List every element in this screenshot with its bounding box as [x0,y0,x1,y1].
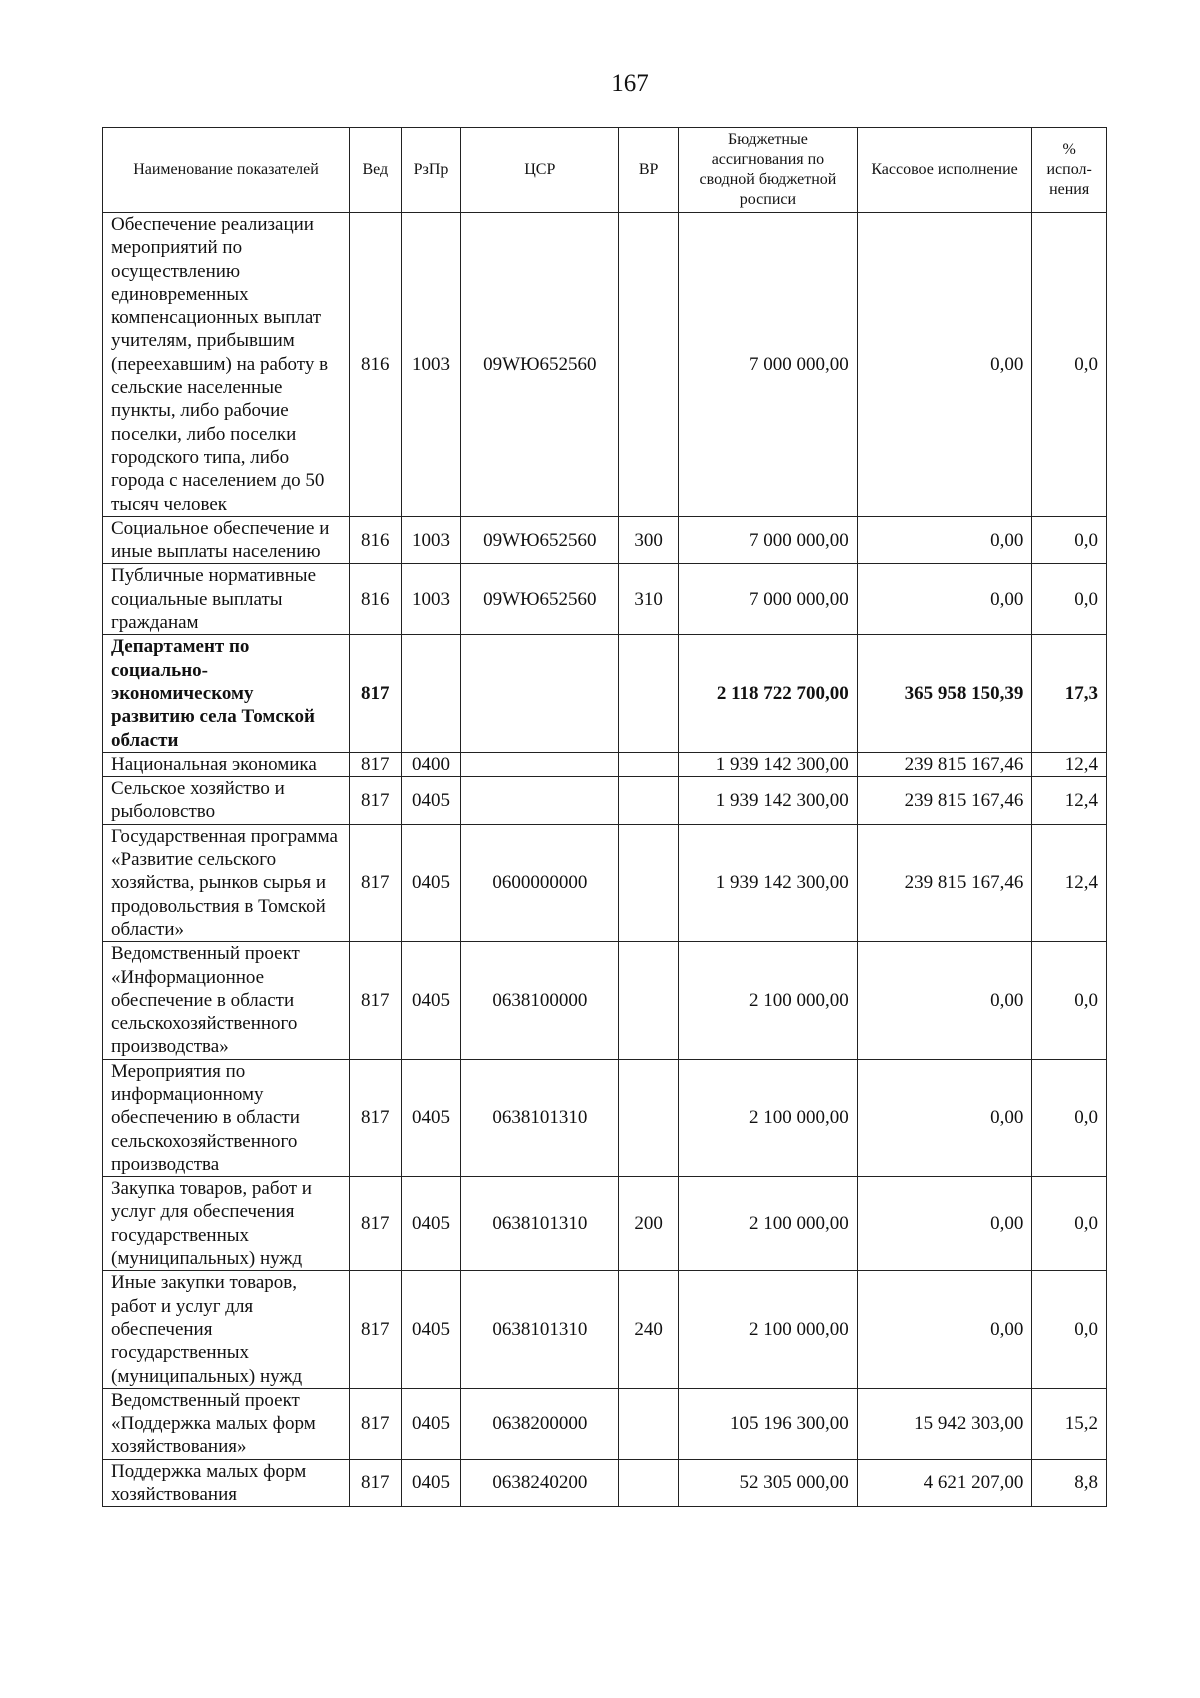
cell-vr [619,824,679,941]
cell-percent: 12,4 [1032,777,1107,825]
cell-percent: 0,0 [1032,942,1107,1059]
cell-vr: 300 [619,516,679,564]
cell-vr [619,213,679,517]
cell-cash: 0,00 [857,942,1032,1059]
cell-csr: 0638240200 [461,1459,619,1507]
cell-percent: 0,0 [1032,1059,1107,1176]
cell-rzpr: 0405 [401,824,461,941]
cell-csr: 09WЮ652560 [461,564,619,635]
cell-vr [619,1059,679,1176]
header-vr: ВР [619,128,679,213]
cell-budget: 7 000 000,00 [679,516,858,564]
cell-vr [619,1459,679,1507]
table-row [103,752,1107,776]
cell-cash: 0,00 [857,1271,1032,1388]
cell-ved: 817 [350,1388,402,1459]
cell-rzpr: 0405 [401,1271,461,1388]
cell-ved: 817 [350,1059,402,1176]
cell-ved: 817 [350,752,402,776]
cell-name: Обеспечение реализации мероприятий по осуществлению единовременных компенсационных выплат учителям, прибывшим (переехавшим) на работу в сельские населенные пункты, либо рабочие поселки, либо поселки городского типа, либо города с населением до 50 тысяч человек [103,213,350,517]
cell-percent: 0,0 [1032,1271,1107,1388]
cell-cash: 0,00 [857,1177,1032,1271]
header-name: Наименование показателей [103,128,350,213]
table-row [103,942,1107,1059]
cell-ved: 817 [350,635,402,752]
cell-vr: 240 [619,1271,679,1388]
cell-name: Публичные нормативные социальные выплаты гражданам [103,564,350,635]
cell-rzpr: 0405 [401,942,461,1059]
cell-budget: 2 118 722 700,00 [679,635,858,752]
cell-percent: 8,8 [1032,1459,1107,1507]
cell-cash: 15 942 303,00 [857,1388,1032,1459]
cell-budget: 2 100 000,00 [679,942,858,1059]
cell-csr: 0638101310 [461,1271,619,1388]
cell-cash: 0,00 [857,213,1032,517]
table-row [103,1388,1107,1459]
cell-vr [619,635,679,752]
cell-csr: 0638101310 [461,1059,619,1176]
cell-cash: 239 815 167,46 [857,777,1032,825]
table-header-row [103,128,1107,213]
cell-percent: 0,0 [1032,564,1107,635]
budget-execution-table [102,127,1107,1507]
cell-ved: 817 [350,1271,402,1388]
cell-ved: 816 [350,213,402,517]
table-row [103,1459,1107,1507]
header-csr: ЦСР [461,128,619,213]
cell-name: Департамент по социально-экономическому развитию села Томской области [103,635,350,752]
cell-rzpr: 1003 [401,516,461,564]
cell-budget: 52 305 000,00 [679,1459,858,1507]
header-cash: Кассовое исполнение [857,128,1032,213]
cell-percent: 17,3 [1032,635,1107,752]
table-body [103,213,1107,1507]
cell-cash: 0,00 [857,564,1032,635]
cell-cash: 365 958 150,39 [857,635,1032,752]
cell-csr [461,752,619,776]
table-row [103,213,1107,517]
cell-vr: 200 [619,1177,679,1271]
cell-rzpr [401,635,461,752]
cell-budget: 1 939 142 300,00 [679,824,858,941]
cell-csr: 09WЮ652560 [461,516,619,564]
cell-rzpr: 0405 [401,1177,461,1271]
table-row [103,824,1107,941]
cell-vr [619,777,679,825]
table-row [103,564,1107,635]
cell-name: Социальное обеспечение и иные выплаты населению [103,516,350,564]
cell-vr: 310 [619,564,679,635]
header-budget: Бюджетные ассигнования по сводной бюджетной росписи [679,128,858,213]
cell-ved: 816 [350,516,402,564]
cell-cash: 0,00 [857,1059,1032,1176]
cell-rzpr: 0405 [401,777,461,825]
header-ved: Вед [350,128,402,213]
cell-percent: 0,0 [1032,516,1107,564]
cell-ved: 817 [350,777,402,825]
cell-ved: 817 [350,824,402,941]
page-number: 167 [611,70,649,97]
cell-budget: 7 000 000,00 [679,213,858,517]
cell-cash: 4 621 207,00 [857,1459,1032,1507]
cell-vr [619,752,679,776]
cell-budget: 7 000 000,00 [679,564,858,635]
header-rzpr: РзПр [401,128,461,213]
cell-csr: 0638100000 [461,942,619,1059]
cell-name: Мероприятия по информационному обеспечению в области сельскохозяйственного производства [103,1059,350,1176]
cell-name: Государственная программа «Развитие сельского хозяйства, рынков сырья и продовольствия в Томской области» [103,824,350,941]
cell-cash: 239 815 167,46 [857,752,1032,776]
table-row [103,516,1107,564]
cell-csr: 0638200000 [461,1388,619,1459]
cell-cash: 239 815 167,46 [857,824,1032,941]
cell-percent: 15,2 [1032,1388,1107,1459]
cell-rzpr: 1003 [401,213,461,517]
cell-name: Ведомственный проект «Поддержка малых форм хозяйствования» [103,1388,350,1459]
header-percent: % испол-нения [1032,128,1107,213]
cell-budget: 2 100 000,00 [679,1059,858,1176]
cell-rzpr: 0405 [401,1388,461,1459]
cell-name: Иные закупки товаров, работ и услуг для обеспечения государственных (муниципальных) нужд [103,1271,350,1388]
cell-budget: 105 196 300,00 [679,1388,858,1459]
cell-ved: 816 [350,564,402,635]
cell-percent: 12,4 [1032,824,1107,941]
cell-cash: 0,00 [857,516,1032,564]
cell-ved: 817 [350,942,402,1059]
table-row [103,1177,1107,1271]
cell-name: Ведомственный проект «Информационное обеспечение в области сельскохозяйственного производства» [103,942,350,1059]
cell-rzpr: 0405 [401,1059,461,1176]
table-row [103,1271,1107,1388]
cell-rzpr: 1003 [401,564,461,635]
cell-budget: 2 100 000,00 [679,1271,858,1388]
cell-rzpr: 0400 [401,752,461,776]
cell-csr: 0638101310 [461,1177,619,1271]
cell-name: Поддержка малых форм хозяйствования [103,1459,350,1507]
cell-name: Сельское хозяйство и рыболовство [103,777,350,825]
cell-percent: 0,0 [1032,213,1107,517]
cell-ved: 817 [350,1459,402,1507]
table-row [103,635,1107,752]
cell-csr: 0600000000 [461,824,619,941]
cell-vr [619,1388,679,1459]
cell-budget: 1 939 142 300,00 [679,752,858,776]
table-row [103,1059,1107,1176]
cell-csr: 09WЮ652560 [461,213,619,517]
cell-budget: 1 939 142 300,00 [679,777,858,825]
cell-ved: 817 [350,1177,402,1271]
cell-csr [461,635,619,752]
cell-percent: 12,4 [1032,752,1107,776]
cell-name: Национальная экономика [103,752,350,776]
cell-name: Закупка товаров, работ и услуг для обеспечения государственных (муниципальных) нужд [103,1177,350,1271]
cell-vr [619,942,679,1059]
table-row [103,777,1107,825]
cell-rzpr: 0405 [401,1459,461,1507]
cell-budget: 2 100 000,00 [679,1177,858,1271]
cell-csr [461,777,619,825]
cell-percent: 0,0 [1032,1177,1107,1271]
